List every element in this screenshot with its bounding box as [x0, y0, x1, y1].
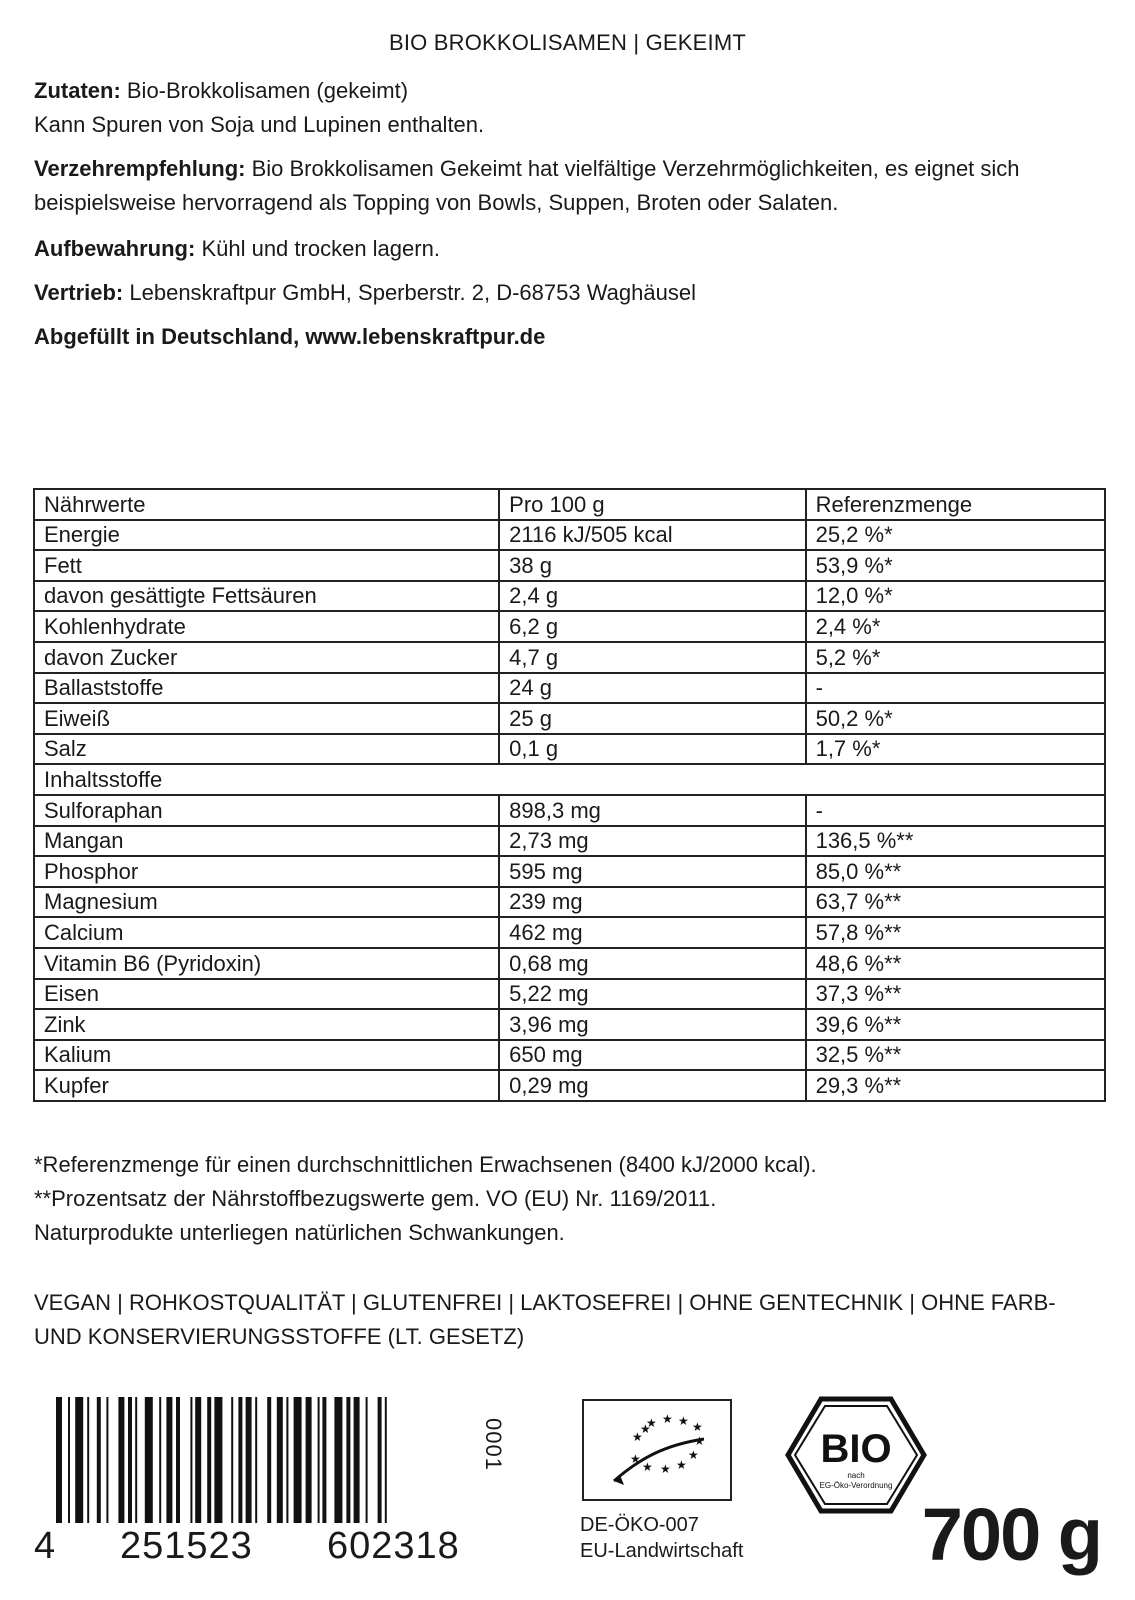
net-weight: 700 g [921, 1493, 1101, 1576]
section-row [34, 764, 1105, 795]
per-100g-value: 239 mg [499, 887, 805, 918]
table-row [34, 611, 1105, 642]
nutrient-name: Calcium [34, 917, 499, 948]
storage-text: Kühl und trocken lagern. [195, 236, 440, 261]
header-nutrient: Nährwerte [34, 489, 499, 520]
reference-value: - [806, 673, 1105, 704]
nutrient-name: Kalium [34, 1040, 499, 1071]
table-row [34, 550, 1105, 581]
nutrient-name: Energie [34, 520, 499, 551]
reference-value: 136,5 %** [806, 826, 1105, 857]
bio-seal-label: BIO [820, 1427, 892, 1471]
footnote-reference: *Referenzmenge für einen durchschnittlichen Erwachsenen (8400 kJ/2000 kcal). [34, 1152, 817, 1177]
distribution-block [34, 276, 1094, 310]
bio-seal-sub2: EG-Öko-Verordnung [819, 1481, 893, 1490]
svg-text:★: ★ [678, 1414, 689, 1428]
ingredients-label: Zutaten: [34, 78, 121, 103]
ingredients-block [34, 74, 1094, 142]
svg-text:★: ★ [640, 1422, 651, 1436]
reference-value: 29,3 %** [806, 1070, 1105, 1101]
reference-value: 5,2 %* [806, 642, 1105, 673]
nutrient-name: Vitamin B6 (Pyridoxin) [34, 948, 499, 979]
reference-value: 32,5 %** [806, 1040, 1105, 1071]
storage-label: Aufbewahrung: [34, 236, 196, 261]
reference-value: 25,2 %* [806, 520, 1105, 551]
nutrition-table [33, 488, 1106, 1102]
table-row [34, 826, 1105, 857]
per-100g-value: 462 mg [499, 917, 805, 948]
per-100g-value: 24 g [499, 673, 805, 704]
reference-value: 63,7 %** [806, 887, 1105, 918]
per-100g-value: 3,96 mg [499, 1009, 805, 1040]
per-100g-value: 5,22 mg [499, 979, 805, 1010]
svg-text:★: ★ [694, 1434, 705, 1448]
reference-value: 57,8 %** [806, 917, 1105, 948]
nutrient-name: Phosphor [34, 856, 499, 887]
reference-value: 2,4 %* [806, 611, 1105, 642]
section-label: Inhaltsstoffe [34, 764, 1105, 795]
table-row [34, 520, 1105, 551]
storage-block [34, 232, 1094, 266]
nutrient-name: Zink [34, 1009, 499, 1040]
table-row [34, 581, 1105, 612]
table-row [34, 856, 1105, 887]
per-100g-value: 2,73 mg [499, 826, 805, 857]
svg-text:★: ★ [632, 1430, 643, 1444]
reference-value: 1,7 %* [806, 734, 1105, 765]
per-100g-value: 898,3 mg [499, 795, 805, 826]
recommendation-label: Verzehrempfehlung: [34, 156, 246, 181]
reference-value: - [806, 795, 1105, 826]
svg-text:★: ★ [676, 1458, 687, 1472]
header-reference: Referenzmenge [806, 489, 1105, 520]
table-row [34, 979, 1105, 1010]
barcode-image [56, 1397, 496, 1523]
svg-text:★: ★ [692, 1420, 703, 1434]
per-100g-value: 38 g [499, 550, 805, 581]
nutrient-name: Eiweiß [34, 703, 499, 734]
per-100g-value: 0,68 mg [499, 948, 805, 979]
nutrient-name: Ballaststoffe [34, 673, 499, 704]
reference-value: 48,6 %** [806, 948, 1105, 979]
recommendation-block [34, 152, 1094, 220]
reference-value: 37,3 %** [806, 979, 1105, 1010]
nutrient-name: davon Zucker [34, 642, 499, 673]
nutrient-name: Kohlenhydrate [34, 611, 499, 642]
recommendation-text: Bio Brokkolisamen Gekeimt hat vielfältige Verzehrmöglichkeiten, es eignet sich beispielsweise hervorragend als Topping von Bowls, Suppen, Broten oder Salaten. [34, 156, 1020, 215]
reference-value: 53,9 %* [806, 550, 1105, 581]
table-row [34, 703, 1105, 734]
barcode-vertical-code: 0001 [481, 1418, 506, 1471]
per-100g-value: 4,7 g [499, 642, 805, 673]
footnote-natural: Naturprodukte unterliegen natürlichen Schwankungen. [34, 1220, 565, 1245]
nutrient-name: Fett [34, 550, 499, 581]
reference-value: 12,0 %* [806, 581, 1105, 612]
table-row [34, 673, 1105, 704]
per-100g-value: 6,2 g [499, 611, 805, 642]
per-100g-value: 595 mg [499, 856, 805, 887]
svg-text:★: ★ [642, 1460, 653, 1474]
reference-value: 39,6 %** [806, 1009, 1105, 1040]
table-row [34, 734, 1105, 765]
table-header-row [34, 489, 1105, 520]
table-row [34, 1040, 1105, 1071]
header-per-100g: Pro 100 g [499, 489, 805, 520]
barcode-left-digits: 251523 [120, 1525, 253, 1567]
table-row [34, 642, 1105, 673]
table-row [34, 1070, 1105, 1101]
nutrient-name: Eisen [34, 979, 499, 1010]
table-row [34, 948, 1105, 979]
eu-organic-code [580, 1512, 743, 1564]
distribution-text: Lebenskraftpur GmbH, Sperberstr. 2, D-68753 Waghäusel [123, 280, 696, 305]
table-row [34, 917, 1105, 948]
svg-text:★: ★ [688, 1448, 699, 1462]
table-row [34, 1009, 1105, 1040]
bio-seal-icon [785, 1396, 927, 1514]
reference-value: 50,2 %* [806, 703, 1105, 734]
per-100g-value: 2116 kJ/505 kcal [499, 520, 805, 551]
footnote-nrv: **Prozentsatz der Nährstoffbezugswerte gem. VO (EU) Nr. 1169/2011. [34, 1186, 717, 1211]
svg-text:★: ★ [662, 1412, 673, 1426]
table-row [34, 887, 1105, 918]
per-100g-value: 0,1 g [499, 734, 805, 765]
origin-website: Abgefüllt in Deutschland, www.lebenskraftpur.de [34, 324, 546, 349]
nutrient-name: davon gesättigte Fettsäuren [34, 581, 499, 612]
nutrient-name: Mangan [34, 826, 499, 857]
nutrient-name: Magnesium [34, 887, 499, 918]
eu-origin: EU-Landwirtschaft [580, 1540, 744, 1562]
distribution-label: Vertrieb: [34, 280, 124, 305]
svg-text:★: ★ [630, 1452, 641, 1466]
svg-text:★: ★ [660, 1462, 671, 1476]
product-title: BIO BROKKOLISAMEN | GEKEIMT [388, 30, 747, 55]
per-100g-value: 0,29 mg [499, 1070, 805, 1101]
reference-value: 85,0 %** [806, 856, 1105, 887]
bio-seal-sub1: nach [847, 1471, 865, 1480]
barcode-first-digit: 4 [34, 1525, 56, 1567]
product-claims: VEGAN | ROHKOSTQUALITÄT | GLUTENFREI | LAKTOSEFREI | OHNE GENTECHNIK | OHNE FARB- UND KONSERVIERUNGSSTOFFE (LT. GESETZ) [34, 1290, 1056, 1349]
eu-control-code: DE-ÖKO-007 [580, 1514, 699, 1536]
nutrient-name: Kupfer [34, 1070, 499, 1101]
svg-text:★: ★ [646, 1416, 657, 1430]
nutrient-name: Sulforaphan [34, 795, 499, 826]
eu-organic-leaf-icon [582, 1399, 732, 1501]
per-100g-value: 2,4 g [499, 581, 805, 612]
nutrient-name: Salz [34, 734, 499, 765]
per-100g-value: 25 g [499, 703, 805, 734]
barcode-right-digits: 602318 [327, 1525, 460, 1567]
table-row [34, 795, 1105, 826]
allergen-notice: Kann Spuren von Soja und Lupinen enthalten. [34, 112, 485, 137]
per-100g-value: 650 mg [499, 1040, 805, 1071]
ingredients-text: Bio-Brokkolisamen (gekeimt) [120, 78, 409, 103]
